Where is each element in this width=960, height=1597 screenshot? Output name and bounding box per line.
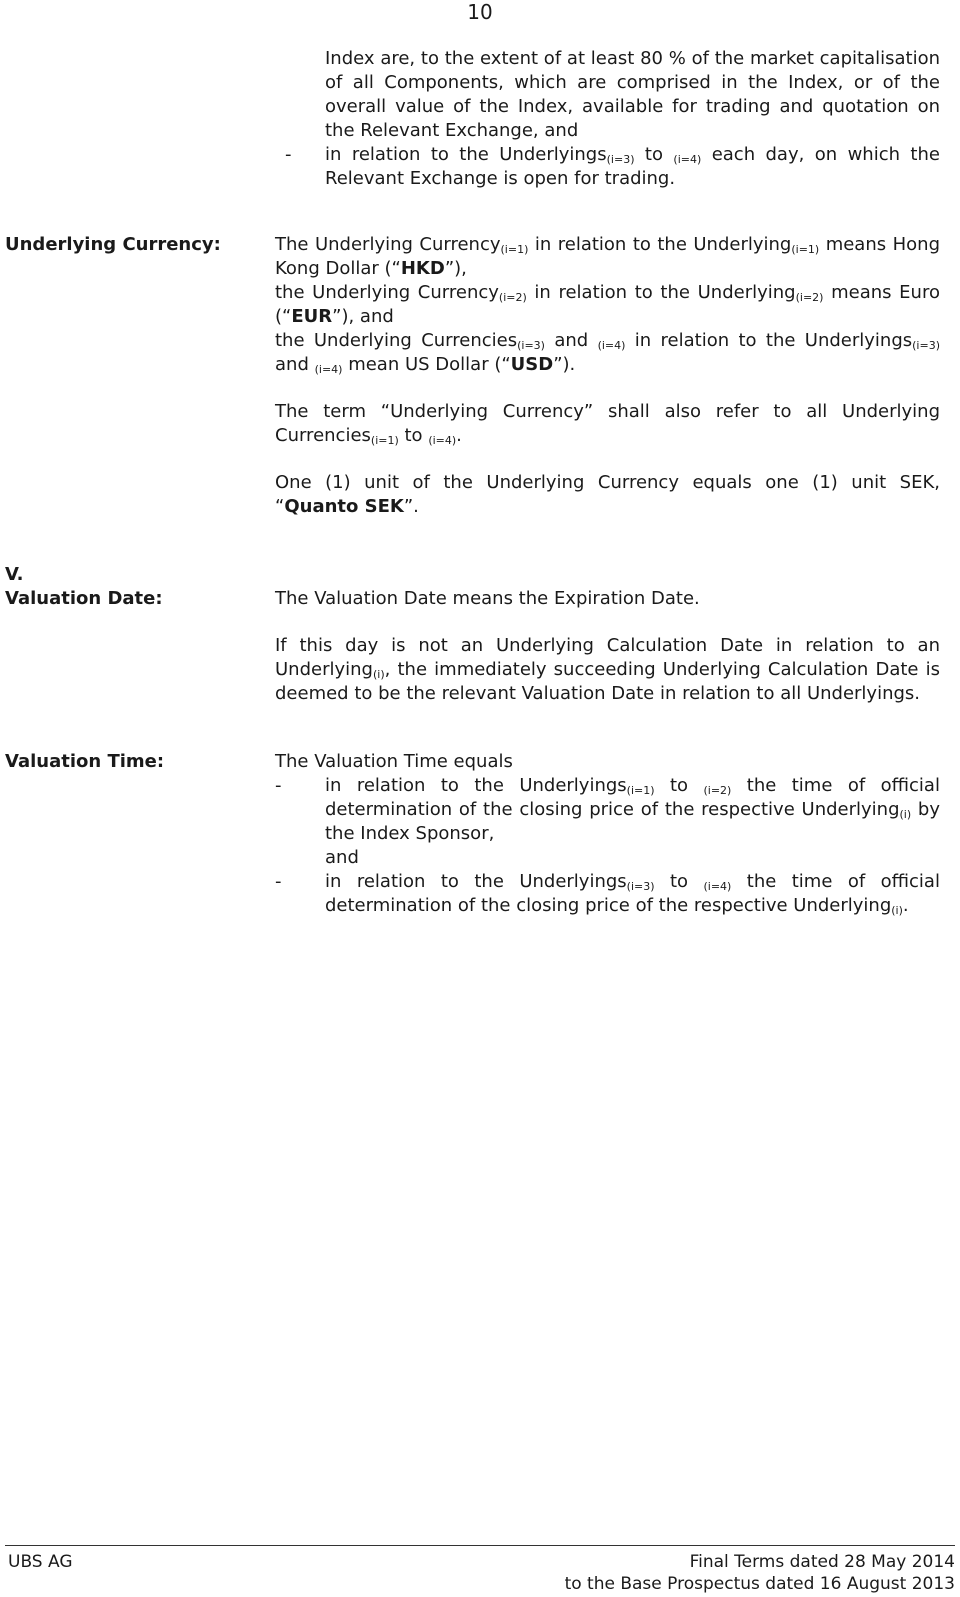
underlying-currency-section (275, 233, 940, 519)
underlying-currency-hkd: The Underlying Currency$_{(i=1)}$ in relation to the Underlying$_{(i=1)}$ means Hong Kong Dollar (“HKD”), (275, 234, 940, 279)
underlying-currency-eur: the Underlying Currency$_{(i=2)}$ in relation to the Underlying$_{(i=2)}$ means Euro (“EUR”), and (275, 282, 940, 327)
top-section (275, 47, 940, 191)
underlying-currency-term: The term “Underlying Currency” shall also refer to all Underlying Currencies$_{(i=1)}$ to $_{(i=4)}$. (275, 401, 940, 447)
valuation-time-bullet-2: - in relation to the Underlyings$_{(i=3)}$ to $_{(i=4)}$ the time of official determination of the closing price of the respective Underlying$_{(i)}$. (275, 871, 940, 917)
valuation-date-label: Valuation Date: (5, 588, 163, 609)
footer-dates (565, 1551, 955, 1595)
underlying-currency-quanto: One (1) unit of the Underlying Currency equals one (1) unit SEK, “Quanto SEK”. (275, 472, 940, 517)
underlying-currency-usd: the Underlying Currencies$_{(i=3)}$ and $_{(i=4)}$ in relation to the Underlyings$_{(i=3)}$ and $_{(i=4)}$ mean US Dollar (“USD”). (275, 330, 940, 376)
footer-company: UBS AG (8, 1552, 73, 1572)
valuation-time-section (275, 750, 940, 918)
valuation-date-p1: The Valuation Date means the Expiration Date. (275, 588, 700, 609)
valuation-time-and: and (325, 847, 359, 868)
valuation-date-p2: If this day is not an Underlying Calculation Date in relation to an Underlying$_{(i)}$, the immediately succeeding Underlying Calculation Date is deemed to be the relevant Valuation Date in relation to all Underlyings. (275, 635, 940, 704)
footer-divider (5, 1545, 955, 1546)
top-paragraph: Index are, to the extent of at least 80 % of the market capitalisation of all Components, which are comprised in the Index, or of the overall value of the Index, available for trading and quotation on the Relevant Exchange, and (325, 48, 940, 141)
top-bullet: - in relation to the Underlyings$_{(i=3)}$ to $_{(i=4)}$ each day, on which the Relevant Exchange is open for trading. (285, 144, 940, 189)
section-v-heading: V. (5, 564, 24, 585)
page-number: 10 (467, 0, 493, 24)
valuation-time-intro: The Valuation Time equals (275, 751, 513, 772)
footer-base-prospectus: to the Base Prospectus dated 16 August 2013 (564, 1574, 955, 1594)
underlying-currency-label: Underlying Currency: (5, 234, 221, 255)
footer-final-terms: Final Terms dated 28 May 2014 (689, 1552, 955, 1572)
valuation-date-section (275, 587, 940, 706)
valuation-time-bullet-1: - in relation to the Underlyings$_{(i=1)}$ to $_{(i=2)}$ the time of official determination of the closing price of the respective Underlying$_{(i)}$ by the Index Sponsor, (275, 775, 940, 844)
valuation-time-label: Valuation Time: (5, 751, 165, 772)
